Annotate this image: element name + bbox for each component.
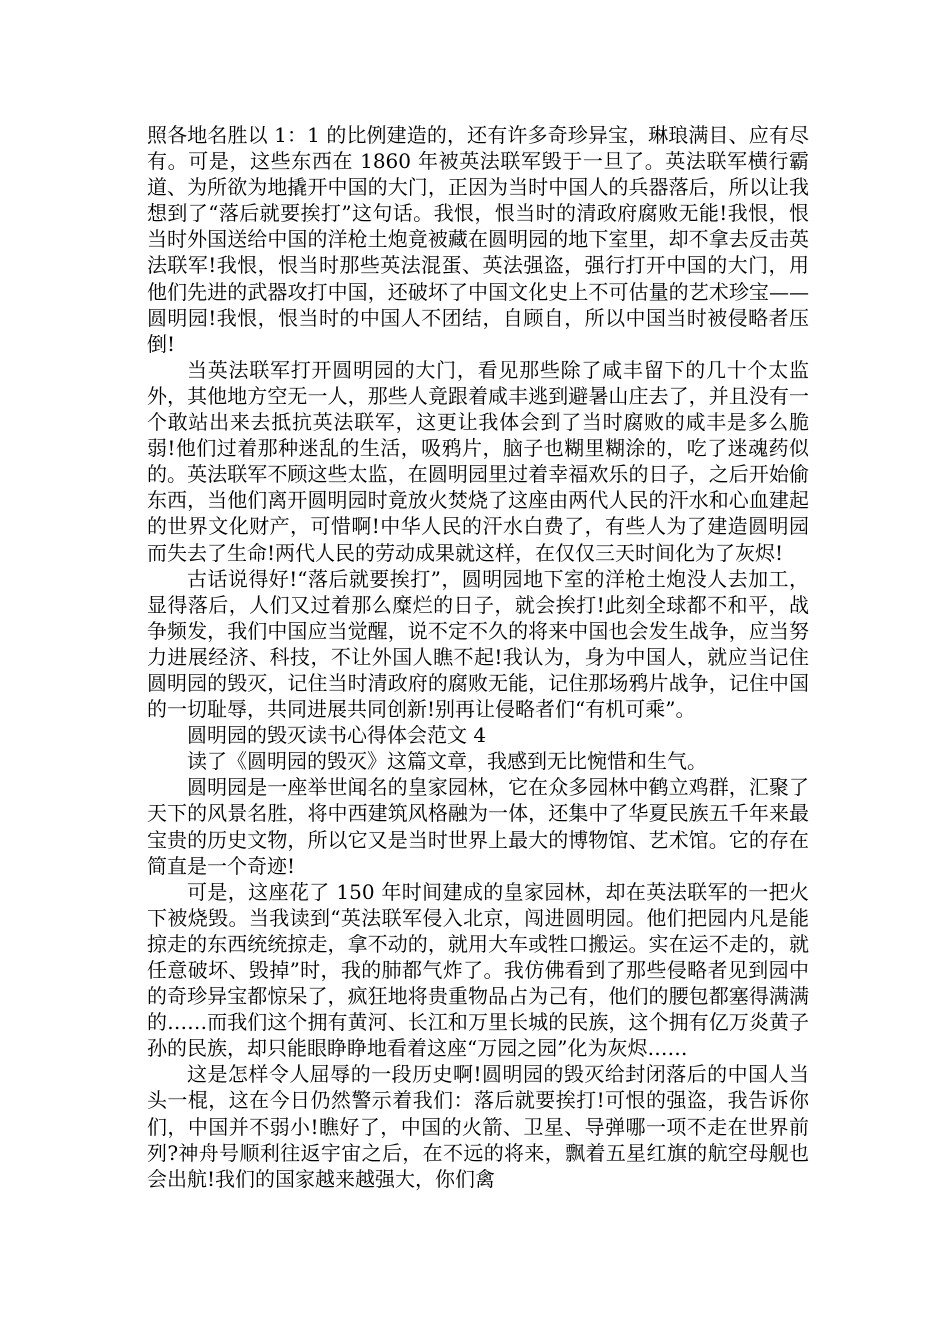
paragraph: 当英法联军打开圆明园的大门，看见那些除了咸丰留下的几十个太监外，其他地方空无一人，那些人竟跟着咸丰逃到避暑山庄去了，并且没有一个敢站出来去抵抗英法联军，这更让我体会到了当时腐败的咸丰是多么脆弱!他们过着那种迷乱的生活，吸鸦片，脑子也糊里糊涂的，吃了迷魂药似的。英法联军不顾这些太监，在圆明园里过着幸福欢乐的日子，之后开始偷东西，当他们离开圆明园时竟放火焚烧了这座由两代人民的汗水和心血建起的世界文化财产，可惜啊!中华人民的汗水白费了，有些人为了建造圆明园而失去了生命!两代人民的劳动成果就这样，在仅仅三天时间化为了灰烬! [147,357,809,565]
paragraph: 照各地名胜以 1：1 的比例建造的，还有许多奇珍异宝，琳琅满目、应有尽有。可是，这些东西在 1860 年被英法联军毁于一旦了。英法联军横行霸道、为所欲为地撬开中国的大门，正因为当时中国人的兵器落后，所以让我想到了“落后就要挨打”这句话。我恨，恨当时的清政府腐败无能!我恨，恨当时外国送给中国的洋枪土炮竟被藏在圆明园的地下室里，却不拿去反击英法联军!我恨，恨当时那些英法混蛋、英法强盗，强行打开中国的大门，用他们先进的武器攻打中国，还破坏了中国文化史上不可估量的艺术珍宝——圆明园!我恨，恨当时的中国人不团结，自顾自，所以中国当时被侵略者压倒! [147,123,809,356]
paragraph: 这是怎样令人屈辱的一段历史啊!圆明园的毁灭给封闭落后的中国人当头一棍，这在今日仍然警示着我们：落后就要挨打!可恨的强盗，我告诉你们，中国并不弱小!瞧好了，中国的火箭、卫星、导弹哪一项不走在世界前列?神舟号顺利往返宇宙之后，在不远的将来，飘着五星红旗的航空母舰也会出航!我们的国家越来越强大，你们禽 [147,1062,809,1191]
paragraph: 读了《圆明园的毁灭》这篇文章，我感到无比惋惜和生气。 [187,749,707,774]
section-heading: 圆明园的毁灭读书心得体会范文 4 [187,723,487,748]
paragraph: 古话说得好!“落后就要挨打”，圆明园地下室的洋枪土炮没人去加工，显得落后，人们又过着那么糜烂的日子，就会挨打!此刻全球都不和平，战争频发，我们中国应当觉醒，说不定不久的将来中国也会发生战争，应当努力进展经济、科技，不让外国人瞧不起!我认为，身为中国人，就应当记住圆明园的毁灭，记住当时清政府的腐败无能，记住那场鸦片战争，记住中国的一切耻辱，共同进展共同创新!别再让侵略者们“有机可乘”。 [147,566,809,722]
paragraph: 圆明园是一座举世闻名的皇家园林，它在众多园林中鹤立鸡群，汇聚了天下的风景名胜，将中西建筑风格融为一体，还集中了华夏民族五千年来最宝贵的历史文物，所以它又是当时世界上最大的博物馆、艺术馆。它的存在简直是一个奇迹! [147,775,809,878]
paragraph: 可是，这座花了 150 年时间建成的皇家园林，却在英法联军的一把火下被烧毁。当我读到“英法联军侵入北京，闯进圆明园。他们把园内凡是能掠走的东西统统掠走，拿不动的，就用大车或牲口搬运。实在运不走的，就任意破坏、毁掉”时，我的肺都气炸了。我仿佛看到了那些侵略者见到园中的奇珍异宝都惊呆了，疯狂地将贵重物品占为己有，他们的腰包都塞得满满的……而我们这个拥有黄河、长江和万里长城的民族，这个拥有亿万炎黄子孙的民族，却只能眼睁睁地看着这座“万园之园”化为灰烬…… [147,879,809,1061]
document-body [147,122,809,1192]
